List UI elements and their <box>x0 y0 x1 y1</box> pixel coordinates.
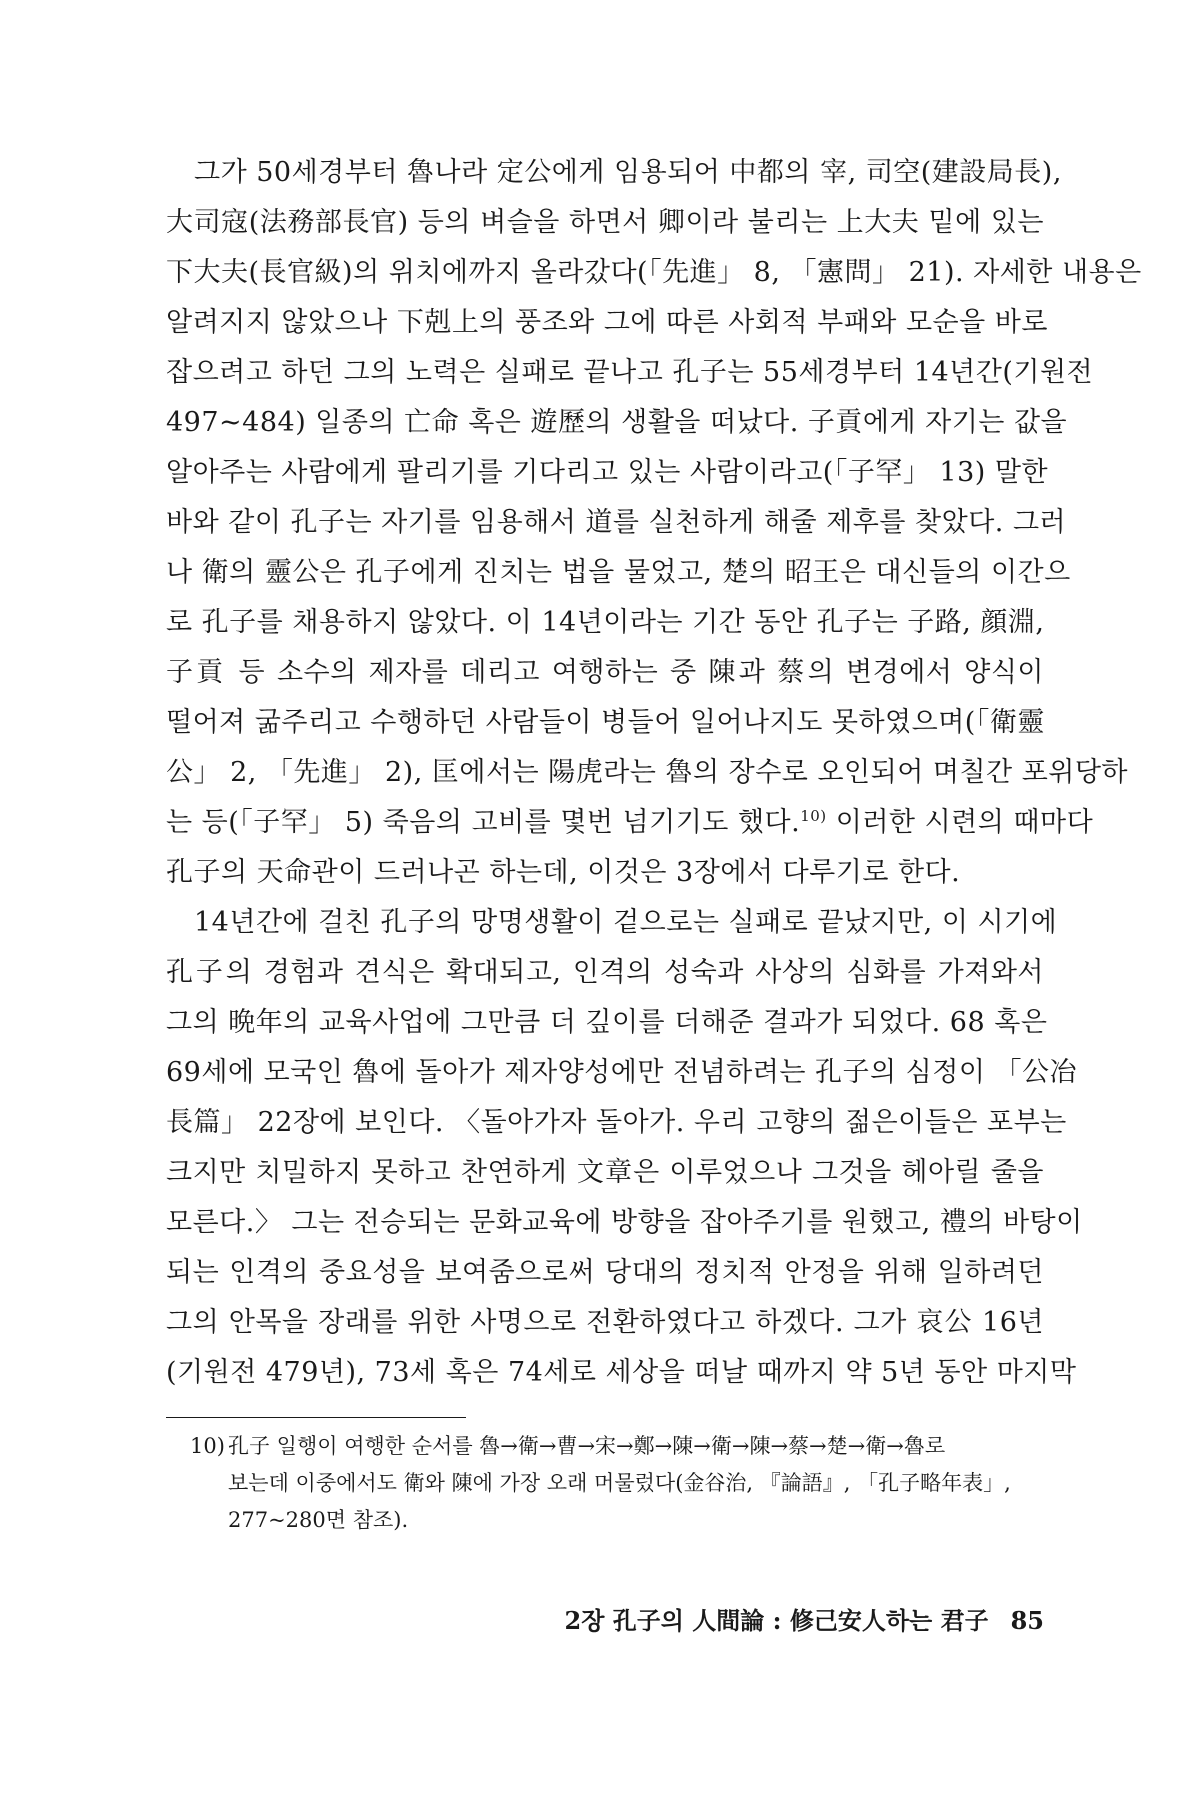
text-line: 孔子의 天命관이 드러나곤 하는데, 이것은 3장에서 다루기로 한다. <box>166 857 961 888</box>
footnote-line: 보는데 이중에서도 衛와 陳에 가장 오래 머물렀다(金谷治, 『論語』, 「孔子略年表」, <box>228 1471 1011 1495</box>
footnote-reference[interactable]: 10) <box>800 807 827 825</box>
text-line: 長篇」 22장에 보인다. 〈돌아가자 돌아가. 우리 고향의 젊은이들은 포부는 <box>166 1107 1067 1138</box>
text-line: 下大夫(長官級)의 위치에까지 올라갔다(「先進」 8, 「憲問」 21). 자세한 내용은 <box>166 257 1142 288</box>
footnote-line <box>190 1428 1042 1465</box>
text-line: 大司寇(法務部長官) 등의 벼슬을 하면서 卿이라 불리는 上大夫 밑에 있는 <box>166 207 1044 238</box>
footnote <box>190 1428 1042 1539</box>
text-line: 되는 인격의 중요성을 보여줌으로써 당대의 정치적 안정을 위해 일하려던 <box>166 1257 1044 1288</box>
text-line-with-footnote-ref <box>166 798 1094 848</box>
text-line: (기원전 479년), 73세 혹은 74세로 세상을 떠날 때까지 약 5년 동안 마지막 <box>166 1357 1077 1388</box>
page-footer <box>565 1601 1044 1636</box>
text-line: 알려지지 않았으나 下剋上의 풍조와 그에 따른 사회적 부패와 모순을 바로 <box>166 307 1048 338</box>
text-line: 그의 안목을 장래를 위한 사명으로 전환하였다고 하겠다. 그가 哀公 16년 <box>166 1307 1044 1338</box>
text-line: 떨어져 굶주리고 수행하던 사람들이 병들어 일어나지도 못하였으며(「衛靈 <box>166 707 1045 738</box>
text-line: 잡으려고 하던 그의 노력은 실패로 끝나고 孔子는 55세경부터 14년간(기원전 <box>166 357 1094 388</box>
body-text <box>166 148 1142 1398</box>
footnote-text: 孔子 일행이 여행한 순서를 魯→衛→曹→宋→鄭→陳→衛→陳→蔡→楚→衛→魯로 <box>228 1434 946 1458</box>
text-line: 14년간에 걸친 孔子의 망명생활이 겉으로는 실패로 끝났지만, 이 시기에 <box>194 907 1058 938</box>
paragraph-1 <box>166 148 1142 898</box>
footnote-number: 10) <box>190 1434 225 1458</box>
text-segment: 이러한 시련의 때마다 <box>826 807 1094 838</box>
text-line: 로 孔子를 채용하지 않았다. 이 14년이라는 기간 동안 孔子는 子路, 顔淵, <box>166 607 1045 638</box>
text-line: 公」 2, 「先進」 2), 匡에서는 陽虎라는 魯의 장수로 오인되어 며칠간 포위당하 <box>166 757 1129 788</box>
page-number: 85 <box>1010 1606 1044 1635</box>
running-head: 2장 孔子의 人間論 : 修己安人하는 君子 <box>564 1606 989 1635</box>
text-line: 497~484) 일종의 亡命 혹은 遊歷의 생활을 떠났다. 子貢에게 자기는 값을 <box>166 407 1068 438</box>
text-line: 孔子의 경험과 견식은 확대되고, 인격의 성숙과 사상의 심화를 가져와서 <box>166 957 1044 988</box>
text-line: 69세에 모국인 魯에 돌아가 제자양성에만 전념하려는 孔子의 심정이 「公冶 <box>166 1057 1077 1088</box>
text-line: 바와 같이 孔子는 자기를 임용해서 道를 실천하게 해줄 제후를 찾았다. 그러 <box>166 507 1067 538</box>
text-segment: 는 등(「子罕」 5) 죽음의 고비를 몇번 넘기기도 했다. <box>166 807 801 838</box>
text-line: 크지만 치밀하지 못하고 찬연하게 文章은 이루었으나 그것을 헤아릴 줄을 <box>166 1157 1044 1188</box>
footnote-line: 277~280면 참조). <box>228 1508 409 1532</box>
text-line: 나 衛의 靈公은 孔子에게 진치는 법을 물었고, 楚의 昭王은 대신들의 이간으 <box>166 557 1071 588</box>
text-line: 알아주는 사람에게 팔리기를 기다리고 있는 사람이라고(「子罕」 13) 말한 <box>166 457 1049 488</box>
text-line: 그의 晩年의 교육사업에 그만큼 더 깊이를 더해준 결과가 되었다. 68 혹은 <box>166 1007 1048 1038</box>
text-line: 子貢 등 소수의 제자를 데리고 여행하는 중 陳과 蔡의 변경에서 양식이 <box>166 657 1044 688</box>
paragraph-2 <box>166 898 1083 1398</box>
text-line: 모른다.〉 그는 전승되는 문화교육에 방향을 잡아주기를 원했고, 禮의 바탕이 <box>166 1207 1083 1238</box>
footnote-divider <box>166 1417 466 1418</box>
text-line: 그가 50세경부터 魯나라 定公에게 임용되어 中都의 宰, 司空(建設局長), <box>194 157 1062 188</box>
